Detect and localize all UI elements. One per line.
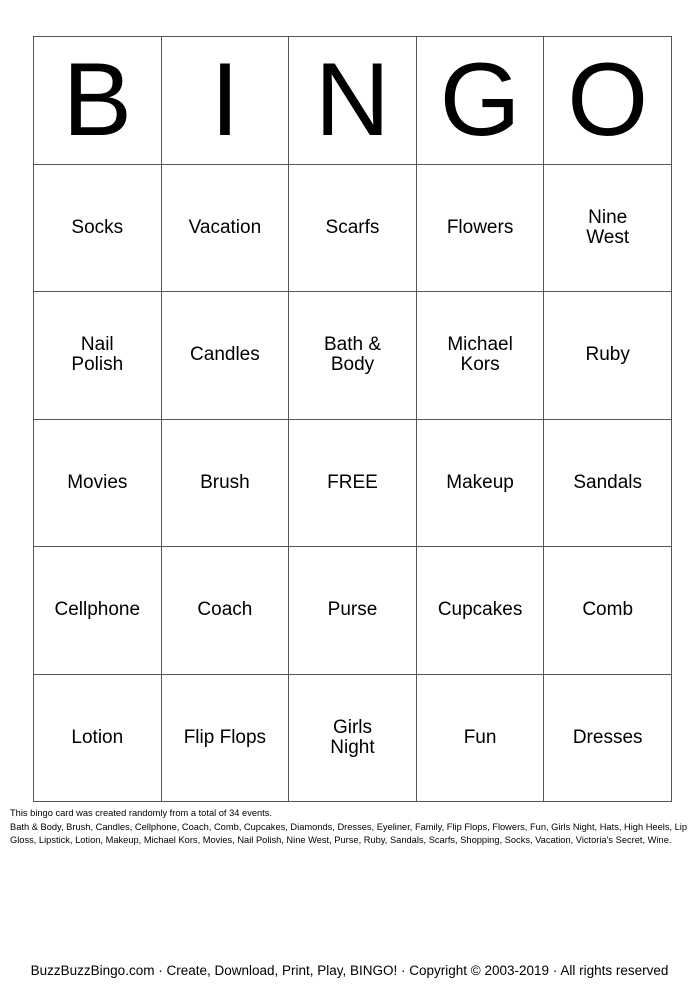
bingo-cell: Cellphone [34,547,162,675]
bingo-cell: Comb [544,547,672,675]
info-summary: This bingo card was created randomly from a total of 34 events. [10,808,272,818]
bingo-cell: Lotion [34,674,162,802]
bingo-cell: Fun [416,674,544,802]
bingo-cell: Makeup [416,419,544,547]
free-space: FREE [289,419,417,547]
bingo-cell: Flip Flops [161,674,289,802]
header-letter-b: B [34,37,162,165]
bingo-cell: Movies [34,419,162,547]
bingo-cell: Bath & Body [289,292,417,420]
bingo-cell: Vacation [161,164,289,292]
bingo-card [33,36,672,802]
bingo-cell: Ruby [544,292,672,420]
bingo-cell: Dresses [544,674,672,802]
card-info [10,807,690,848]
bingo-cell: Cupcakes [416,547,544,675]
card-row [34,547,672,675]
card-row [34,419,672,547]
bingo-cell: Socks [34,164,162,292]
header-letter-n: N [289,37,417,165]
header-letter-o: O [544,37,672,165]
bingo-cell: Candles [161,292,289,420]
card-row [34,164,672,292]
bingo-cell: Flowers [416,164,544,292]
header-letter-g: G [416,37,544,165]
bingo-cell: Brush [161,419,289,547]
card-row [34,292,672,420]
bingo-cell: Coach [161,547,289,675]
bingo-cell: Michael Kors [416,292,544,420]
bingo-cell: Purse [289,547,417,675]
info-events-list: Bath & Body, Brush, Candles, Cellphone, Coach, Comb, Cupcakes, Diamonds, Dresses, Eyeliner, Family, Flip Flops, Flowers, Fun, Girls Night, Hats, High Heels, Lip Gloss, Lipstick, Lotion, Makeup, Michael Kors, Movies, Nail Polish, Nine West, Purse, Ruby, Sandals, Scarfs, Shopping, Socks, Vacation, Victoria's Secret, Wine. [10,821,688,845]
footer-text: BuzzBuzzBingo.com · Create, Download, Print, Play, BINGO! · Copyright © 2003-2019 · All rights reserved [30,963,669,978]
card-row [34,674,672,802]
header-letter-i: I [161,37,289,165]
bingo-cell: Nail Polish [34,292,162,420]
header-row [34,37,672,165]
bingo-cell: Scarfs [289,164,417,292]
bingo-cell: Girls Night [289,674,417,802]
bingo-cell: Nine West [544,164,672,292]
bingo-cell: Sandals [544,419,672,547]
